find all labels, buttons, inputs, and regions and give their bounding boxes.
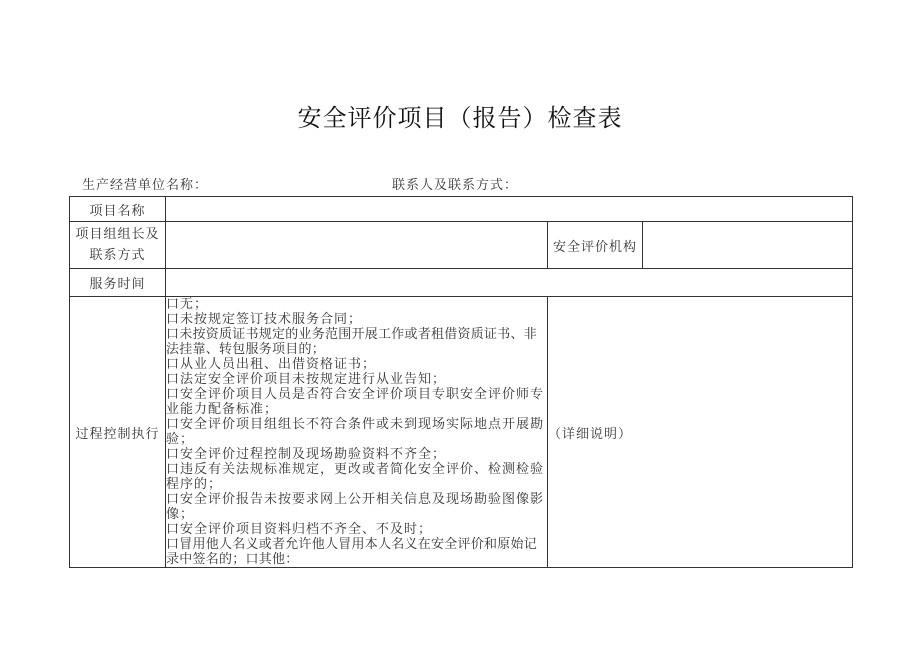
checklist-item[interactable]: 口从业人员出租、出借资格证书； — [166, 357, 377, 372]
checklist-item[interactable]: 口安全评价项目组组长不符合条件或未到现场实际地点开展勘验； — [166, 417, 545, 447]
inspection-form-table — [69, 196, 853, 568]
checklist-cell — [166, 297, 548, 568]
checklist-item[interactable]: 口安全评价报告未按要求网上公开相关信息及现场勘验图像影像； — [166, 492, 545, 522]
agency-label: 安全评价机构 — [548, 222, 643, 269]
team-leader-label-line1: 项目组组长及 — [75, 227, 160, 242]
checklist-item[interactable]: 口未按规定签订技术服务合同； — [166, 312, 363, 327]
row-service-time — [70, 269, 853, 297]
checklist-item[interactable]: 口法定安全评价项目未按规定进行从业告知； — [166, 372, 447, 387]
team-leader-label-line2: 联系方式 — [89, 248, 146, 263]
checklist-item[interactable]: 口冒用他人名义或者允许他人冒用本人名义在安全评价和原始记录中签名的；口其他： — [166, 537, 538, 567]
checklist-item[interactable]: 口安全评价项目人员是否符合安全评价项目专职安全评价师专业能力配备标准； — [166, 387, 545, 417]
checklist-item[interactable]: 口安全评价过程控制及现场勘验资料不齐全； — [166, 447, 447, 462]
project-name-value[interactable] — [166, 197, 853, 222]
detail-explanation-cell[interactable]: （详细说明） — [548, 297, 853, 568]
checklist-item[interactable]: 口违反有关法规标准规定，更改或者简化安全评价、检测检验程序的； — [166, 462, 545, 492]
service-time-label: 服务时间 — [70, 269, 166, 297]
page-title: 安全评价项目（报告）检查表 — [297, 104, 623, 132]
checklist-item[interactable]: 口未按资质证书规定的业务范围开展工作或者租借资质证书、非法挂靠、转包服务项目的； — [166, 327, 538, 357]
row-team-leader — [70, 222, 853, 269]
team-leader-value[interactable] — [166, 222, 548, 269]
checklist-item[interactable]: 口无； — [166, 297, 209, 312]
row-project-name — [70, 197, 853, 222]
team-leader-label — [70, 222, 166, 269]
checklist-item[interactable]: 口安全评价项目资料归档不齐全、不及时； — [166, 522, 433, 537]
service-time-value[interactable] — [166, 269, 853, 297]
unit-name-label: 生产经营单位名称： — [82, 178, 209, 193]
contact-label: 联系人及联系方式： — [392, 178, 519, 193]
process-control-label: 过程控制执行 — [70, 297, 166, 568]
row-process-control — [70, 297, 853, 568]
project-name-label: 项目名称 — [70, 197, 166, 222]
agency-value[interactable] — [643, 222, 853, 269]
